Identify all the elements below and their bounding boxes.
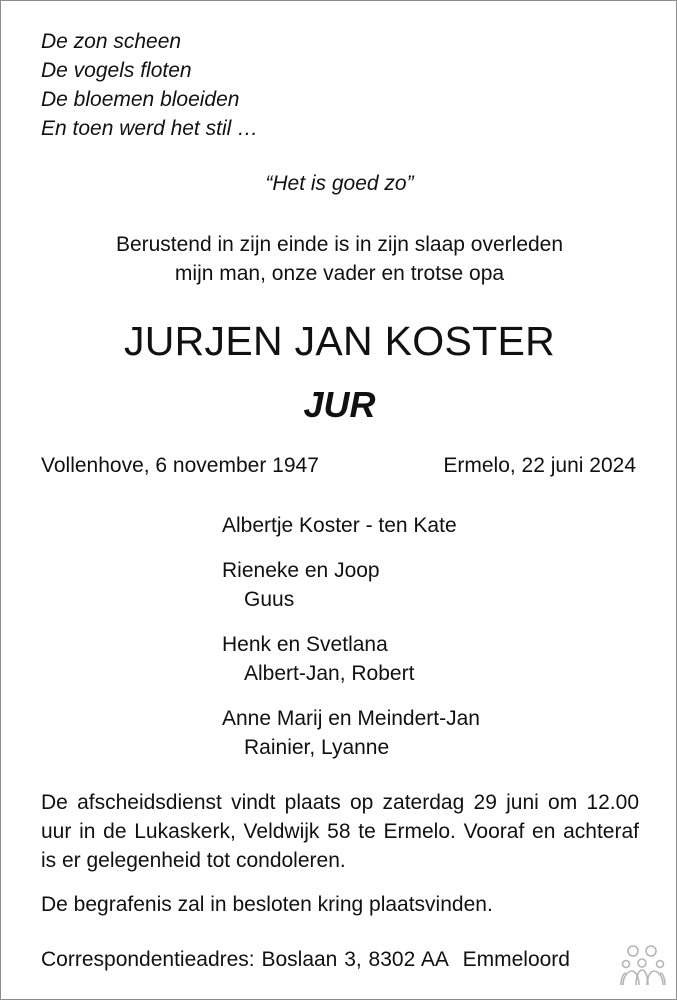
poem-line: De bloemen bloeiden: [41, 88, 240, 111]
family-group: [222, 511, 480, 540]
birth-place-date: Vollenhove, 6 november 1947: [41, 454, 319, 477]
intro-text: [1, 230, 677, 288]
intro-line: mijn man, onze vader en trotse opa: [174, 262, 505, 285]
deceased-name: JURJEN JAN KOSTER: [123, 318, 556, 364]
family-group: [222, 704, 480, 762]
family-group: [222, 556, 480, 614]
family-member: Anne Marij en Meindert-Jan: [222, 707, 480, 730]
grandchildren: Guus: [244, 588, 295, 611]
family-member: Albertje Koster - ten Kate: [222, 514, 457, 537]
poem: [41, 27, 258, 143]
poem-line: En toen werd het stil …: [41, 117, 259, 140]
burial-info: De begrafenis zal in besloten kring plaatsvinden.: [41, 893, 493, 916]
grandchildren: Albert-Jan, Robert: [244, 662, 415, 685]
correspondence-address: Correspondentieadres: Boslaan 3, 8302 AA Emmeloord: [41, 948, 570, 971]
poem-line: De zon scheen: [41, 30, 182, 53]
family-member: Rieneke en Joop: [222, 559, 380, 582]
family-people-icon: [620, 943, 666, 987]
quote: “Het is goed zo”: [265, 172, 414, 195]
family-member: Henk en Svetlana: [222, 633, 388, 656]
intro-line: Berustend in zijn einde is in zijn slaap overleden: [115, 233, 564, 256]
family-group: [222, 630, 480, 688]
deceased-nickname: JUR: [303, 384, 376, 425]
death-place-date: Ermelo, 22 juni 2024: [443, 454, 636, 477]
poem-line: De vogels floten: [41, 59, 192, 82]
service-info: De afscheidsdienst vindt plaats op zaterdag 29 juni om 12.00 uur in de Lukaskerk, Veldwijk 58 te Ermelo. Vooraf en achteraf is er gelegenheid tot condoleren.: [41, 791, 639, 872]
grandchildren: Rainier, Lyanne: [244, 736, 390, 759]
family-list: [222, 511, 480, 778]
